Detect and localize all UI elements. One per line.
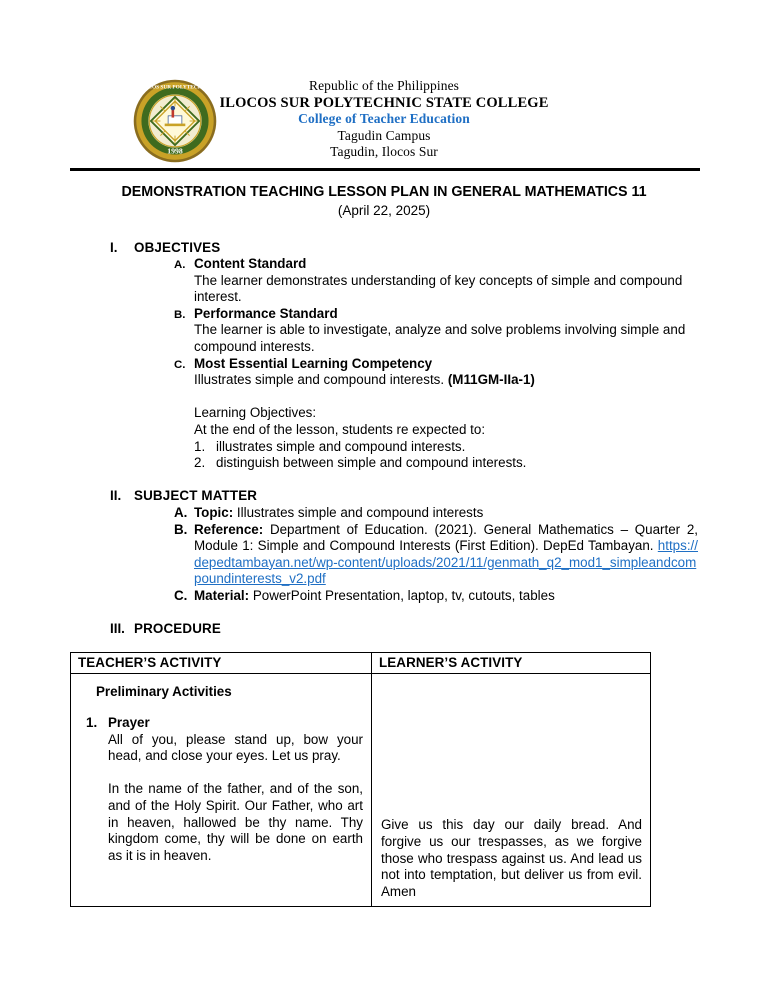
performance-standard-text: The learner is able to investigate, analyze and solve problems involving simple and compound interests.: [194, 322, 686, 355]
reference-url-link[interactable]: https://depedtambayan.net/wp-content/uploads/2021/11/genmath_q2_mod1_simpleandcompoundinterests_v2.pdf: [194, 538, 698, 587]
section-objectives-heading: [70, 240, 698, 257]
learning-objectives-list: [194, 439, 698, 472]
performance-standard-label: Performance Standard: [194, 305, 338, 321]
prayer-body-text: In the name of the father, and of the son, and of the Holy Spirit. Our Father, who art in heaven, hallowed be thy name. Thy kingdom come, thy will be done on earth as it is in heaven.: [108, 781, 363, 863]
learning-objectives-heading: Learning Objectives:: [194, 405, 317, 421]
learner-prayer-response: Give us this day our daily bread. And forgive us our trespasses, as we forgive those who trespass against us. And lead us not into temptation, but deliver us from evil. Amen: [381, 817, 642, 899]
section-numeral-i: I.: [110, 239, 118, 255]
page-date: (April 22, 2025): [337, 202, 431, 218]
learning-objective-item: [194, 439, 698, 456]
list-text: distinguish between simple and compound interests.: [216, 455, 527, 471]
content-standard-text: The learner demonstrates understanding of key concepts of simple and compound interest.: [194, 272, 683, 305]
section-subject-matter-heading: [70, 488, 698, 505]
prayer-item-title: Prayer: [108, 714, 150, 730]
list-number: 2.: [194, 455, 206, 471]
material-text: PowerPoint Presentation, laptop, tv, cutouts, tables: [252, 587, 555, 603]
learning-objectives-block: [194, 389, 698, 472]
letterhead-line-department: College of Teacher Education: [298, 111, 470, 126]
list-text: illustrates simple and compound interests.: [216, 438, 466, 454]
melc-code: (M11GM-IIa-1): [447, 372, 535, 388]
subject-matter-marker-b: B.: [174, 521, 188, 537]
table-row: [71, 674, 651, 907]
prayer-item-number: 1.: [86, 714, 98, 730]
reference-text: Department of Education. (2021). General Mathematics – Quarter 2, Module 1: Simple and Compound Interests (First Edition). DepEd Tambayan.: [194, 521, 698, 554]
section-title-procedure: PROCEDURE: [134, 621, 221, 637]
prayer-item: [86, 715, 363, 864]
document-body: [70, 240, 698, 908]
spacer: [194, 389, 698, 406]
section-title-objectives: OBJECTIVES: [134, 239, 221, 255]
table-header-row: [71, 652, 651, 674]
objectives-marker-c: C.: [174, 358, 186, 371]
learning-objective-item: [194, 455, 698, 472]
objectives-marker-b: B.: [174, 308, 186, 321]
content-standard-label: Content Standard: [194, 256, 307, 272]
subject-matter-marker-a: A.: [174, 505, 188, 520]
page-title: DEMONSTRATION TEACHING LESSON PLAN IN GENERAL MATHEMATICS 11: [121, 183, 647, 200]
spacer: [70, 605, 698, 622]
letterhead-line-college: ILOCOS SUR POLYTECHNIC STATE COLLEGE: [219, 94, 549, 111]
melc-text-line: [194, 372, 698, 389]
procedure-table: [70, 652, 651, 908]
header-divider: [70, 168, 700, 171]
section-procedure-heading: [70, 621, 698, 638]
column-header-learner-activity: LEARNER’S ACTIVITY: [372, 652, 651, 674]
objectives-item-c: [174, 356, 698, 389]
learner-activity-cell: [372, 674, 651, 907]
objectives-item-a: [174, 256, 698, 306]
spacer: [381, 684, 642, 817]
letterhead: [70, 0, 698, 171]
prayer-instruction-text: All of you, please stand up, bow your head, and close your eyes. Let us pray.: [108, 731, 363, 764]
section-numeral-ii: II.: [110, 488, 122, 504]
melc-text: Illustrates simple and compound interests.: [194, 372, 445, 388]
reference-label: Reference:: [194, 521, 264, 537]
teacher-activity-cell: [71, 674, 372, 907]
preliminary-activities-heading: Preliminary Activities: [96, 684, 232, 700]
material-label: Material:: [194, 587, 250, 603]
letterhead-line-campus: Tagudin Campus: [337, 127, 431, 143]
topic-label: Topic:: [194, 505, 234, 520]
spacer: [70, 472, 698, 489]
melc-label: Most Essential Learning Competency: [194, 355, 433, 371]
subject-matter-item-a: [174, 505, 698, 522]
subject-matter-item-b: [174, 522, 698, 588]
letterhead-line-address: Tagudin, Ilocos Sur: [330, 144, 438, 159]
section-title-subject-matter: SUBJECT MATTER: [134, 488, 258, 504]
subject-matter-item-c: [174, 588, 698, 605]
svg-text:ILOCOS SUR POLYTECHNIC: ILOCOS SUR POLYTECHNIC: [138, 84, 212, 91]
svg-text:1998: 1998: [167, 146, 183, 156]
letterhead-line-republic: Republic of the Philippines: [308, 78, 460, 93]
school-seal-icon: [132, 78, 218, 164]
topic-text: Illustrates simple and compound interests: [236, 505, 484, 520]
objectives-item-b: [174, 306, 698, 356]
learning-objectives-intro: At the end of the lesson, students re expected to:: [194, 422, 486, 438]
subject-matter-marker-c: C.: [174, 587, 188, 603]
section-numeral-iii: III.: [110, 621, 125, 637]
list-number: 1.: [194, 438, 206, 454]
column-header-teacher-activity: TEACHER’S ACTIVITY: [71, 652, 372, 674]
spacer: [108, 765, 363, 782]
objectives-marker-a: A.: [174, 259, 186, 272]
